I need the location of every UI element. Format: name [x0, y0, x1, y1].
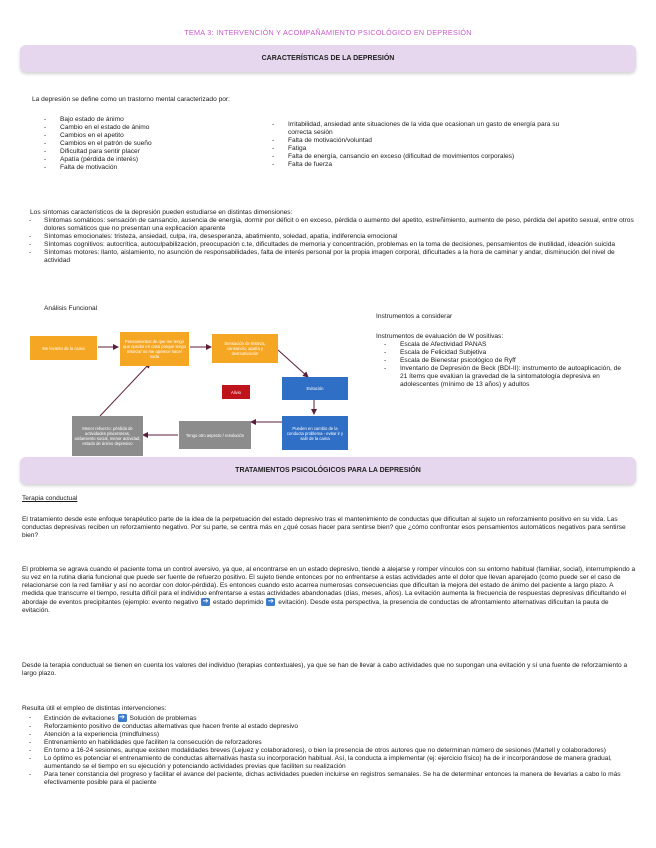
interventions-list	[18, 714, 638, 787]
instruments-list	[374, 341, 628, 389]
diagram-box-other-aspect: Tengo otro aspecto / resolución	[179, 421, 251, 449]
list-item: - Entrenamiento en habilidades que faciliten la consecución de reforzadores	[18, 739, 638, 747]
diagram-box-change: Pueden en cambio de la conducta problema - evitar ir y salir de la cama	[282, 416, 348, 450]
diagram-box-thoughts: Pensamientos de que me tengo que quedar en casa porque tengo tristeza/ no me apetece hacer nada	[120, 332, 189, 366]
page-title: TEMA 3: INTERVENCIÓN Y ACOMPAÑAMIENTO PSICOLÓGICO EN DEPRESIÓN	[184, 28, 472, 37]
list-item: - Bajo estado de ánimo	[34, 116, 264, 124]
paragraph-2-part-a: El problema se agrava cuando el paciente toma un control aversivo, ya que, al encontrarse en un estado depresivo, tiende a alejarse y romper vínculos con su entorno habitual (familiar, social), interrumpiendo a su vez en la rutina diaria funcional que puede ser fuente de refuerzo positivo. El sujeto tiende entonces por no enfrentarse a estas actividades ante el dolor que llevan aparejado (como puede ser el caso de relacionarse con la red familiar y así no acordar con dolor-pérdida). Es entonces cuando esto acarrea numerosas consecuencias que dificultan la mejora del estado de ánimo del paciente a largo plazo. A medida que transcurre el tiempo, resulta difícil para el individuo enfrentarse a estas actividades abandonadas (días, meses, años). La evitación aumenta la frecuencia de respuestas depresivas dificultando el abordaje de eventos precipitantes (ejemplo: evento negativo	[22, 566, 636, 606]
list-item: - Reforzamiento positivo de conductas alternativas que hacen frente al estado depresivo	[18, 723, 638, 731]
section-header-label: TRATAMIENTOS PSICOLÓGICOS PARA LA DEPRESIÓN	[235, 467, 421, 474]
diagram-box-less-reinforcement: Menor refuerzo: pérdida de actividades placenteras, aislamiento social, menor actividad, estado de ánimo depresivo	[72, 416, 143, 456]
section-header-label: CARACTERÍSTICAS DE LA DEPRESIÓN	[261, 55, 395, 62]
list-item: - Irritabilidad, ansiedad ante situaciones de la vida que ocasionan un gasto de energía para su correcta sesión	[262, 121, 562, 137]
paragraph-2-part-b: estado deprimido	[213, 598, 264, 606]
diagram-box-relief: Alivio	[222, 385, 250, 399]
list-item: - Falta de energía, cansancio en exceso (dificultad de movimientos corporales)	[262, 153, 562, 161]
right-arrow-icon: ➔	[268, 598, 274, 605]
behavioral-therapy-title: Terapia conductual	[22, 495, 78, 502]
list-item: - Síntomas motores: llanto, aislamiento, no asunción de responsabilidades, falta de interés personal por la propia imagen corporal, dificultades a la hora de caminar y andar, disminución del nivel de actividad	[18, 249, 640, 265]
list-item: - Falta de motivación	[34, 164, 264, 172]
list-item: - Escala de Felicidad Subjetiva	[374, 349, 628, 357]
list-item: - Falta de motivación/voluntad	[262, 137, 562, 145]
paragraph-3: Desde la terapia conductual se tienen en cuenta los valores del individuo (terapias contextuales), ya que se han de llevar a cabo actividades que no supongan una evitación y sí una fuente de reforzamiento a largo plazo.	[22, 662, 628, 677]
diagram-box-feelings: Sensación de tristeza, cansancio, apatía y desmotivación	[212, 334, 278, 363]
section-header-characteristics	[20, 45, 636, 72]
symptom-list-left	[34, 116, 264, 172]
section-header-treatments	[20, 457, 636, 484]
list-item-text: Extinción de evitaciones	[44, 714, 115, 722]
list-item: - Apatía (pérdida de interés)	[34, 156, 264, 164]
right-arrow-icon: ➔	[119, 714, 126, 721]
diagram-box-wake-up: Me levanto de la cama	[30, 336, 97, 360]
paragraph-2-part-c: evitación). Desde esta perspectiva, la presencia de conductas de afrontamiento alternativas dificultan la pauta de evitación.	[22, 598, 609, 614]
list-item: - Lo óptimo es potenciar el entrenamiento de conductas alternativas hasta su incorporación habitual. Así, la conducta a implementar (ej: ejercicio físico) ha de ir incorporándose de manera gradual, aumentando se el tiempo en su ejecución y potenciando actividades previas que faciliten su realización	[18, 755, 638, 771]
list-item: - Escala de Bienestar psicológico de Ryff	[374, 357, 628, 365]
arrow-8-2	[100, 363, 150, 416]
list-item: - Fatiga	[262, 145, 562, 153]
list-item-text: Solución de problemas	[129, 714, 197, 722]
instruments-title: Instrumentos a considerar	[376, 313, 453, 320]
list-item: - Inventario de Depresión de Beck (BDI-II): instrumento de autoaplicación, de 21 ítems que evalúan la gravedad de la sintomatología depresiva en adolescentes (mínimo de 13 años) y adultos	[374, 365, 628, 389]
list-item: - Dificultad para sentir placer	[34, 148, 264, 156]
interventions-intro: Resulta útil el empleo de distintas intervenciones:	[22, 705, 167, 712]
list-item: - Atención a la experiencia (mindfulness)	[18, 731, 638, 739]
list-item: - Cambio en el estado de ánimo	[34, 124, 264, 132]
diagram-box-avoidance: Evitación	[282, 377, 348, 400]
list-item: - Síntomas somáticos: sensación de cansancio, ausencia de energía, dormir por déficit o en exceso, pérdida o aumento del apetito, estreñimiento, aumento de peso, pérdida del apetito sexual, entre otros dolores somáticos que no presentan una explicación aparente	[18, 217, 640, 233]
list-item: - Para tener constancia del progreso y facilitar el avance del paciente, dichas actividades pueden incluirse en registros semanales. Se ha de determinar entonces la manera de llevarlas a cabo lo más efectivamente posible para el paciente	[18, 771, 638, 787]
functional-analysis-title: Análisis Funcional	[44, 305, 98, 312]
list-item: - En torno a 16-24 sesiones, aunque existen modalidades breves (Lejuez y colaboradores), o bien la presencia de otros autores que no determinan número de sesiones (Martell y colaboradores)	[18, 747, 638, 755]
paragraph-1: El tratamiento desde este enfoque terapéutico parte de la idea de la perpetuación del estado depresivo tras el mantenimiento de conductas que dificultan al sujeto un reforzamiento positivo en su vida. Las conductas depresivas reciben un reforzamiento negativo. Por su parte, se centra más en ¿qué cosas hacer para sentirse bien? que ¿cómo confrontar esos pensamientos automáticos negativos para sentirse bien?	[22, 516, 626, 539]
list-item: - Cambios en el apetito	[34, 132, 264, 140]
instruments-intro: Instrumentos de evaluación de W positivas:	[376, 333, 504, 340]
list-item: - Cambios en el patrón de sueño	[34, 140, 264, 148]
list-item: - Síntomas cognitivos: autocrítica, autoculpabilización, preocupación c.te, dificultades de memoria y concentración, problemas en la toma de decisiones, pensamientos de inutilidad, ideación suicida	[18, 241, 640, 249]
symptom-list-right	[262, 121, 562, 169]
intro-text: La depresión se define como un trastorno mental caracterizado por:	[32, 96, 230, 103]
dimensions-intro: Los síntomas característicos de la depresión pueden estudiarse en distintas dimensiones:	[30, 209, 293, 216]
list-item	[18, 714, 638, 723]
list-item: - Falta de fuerza	[262, 161, 562, 169]
list-item: - Escala de Afectividad PANAS	[374, 341, 628, 349]
dimensions-list	[18, 217, 640, 265]
paragraph-2	[22, 566, 636, 615]
list-item: - Síntomas emocionales: tristeza, ansiedad, culpa, ira, desesperanza, abatimiento, soledad, apatía, indiferencia emocional	[18, 233, 640, 241]
right-arrow-icon: ➔	[202, 598, 209, 605]
arrow-3-4	[278, 350, 308, 377]
